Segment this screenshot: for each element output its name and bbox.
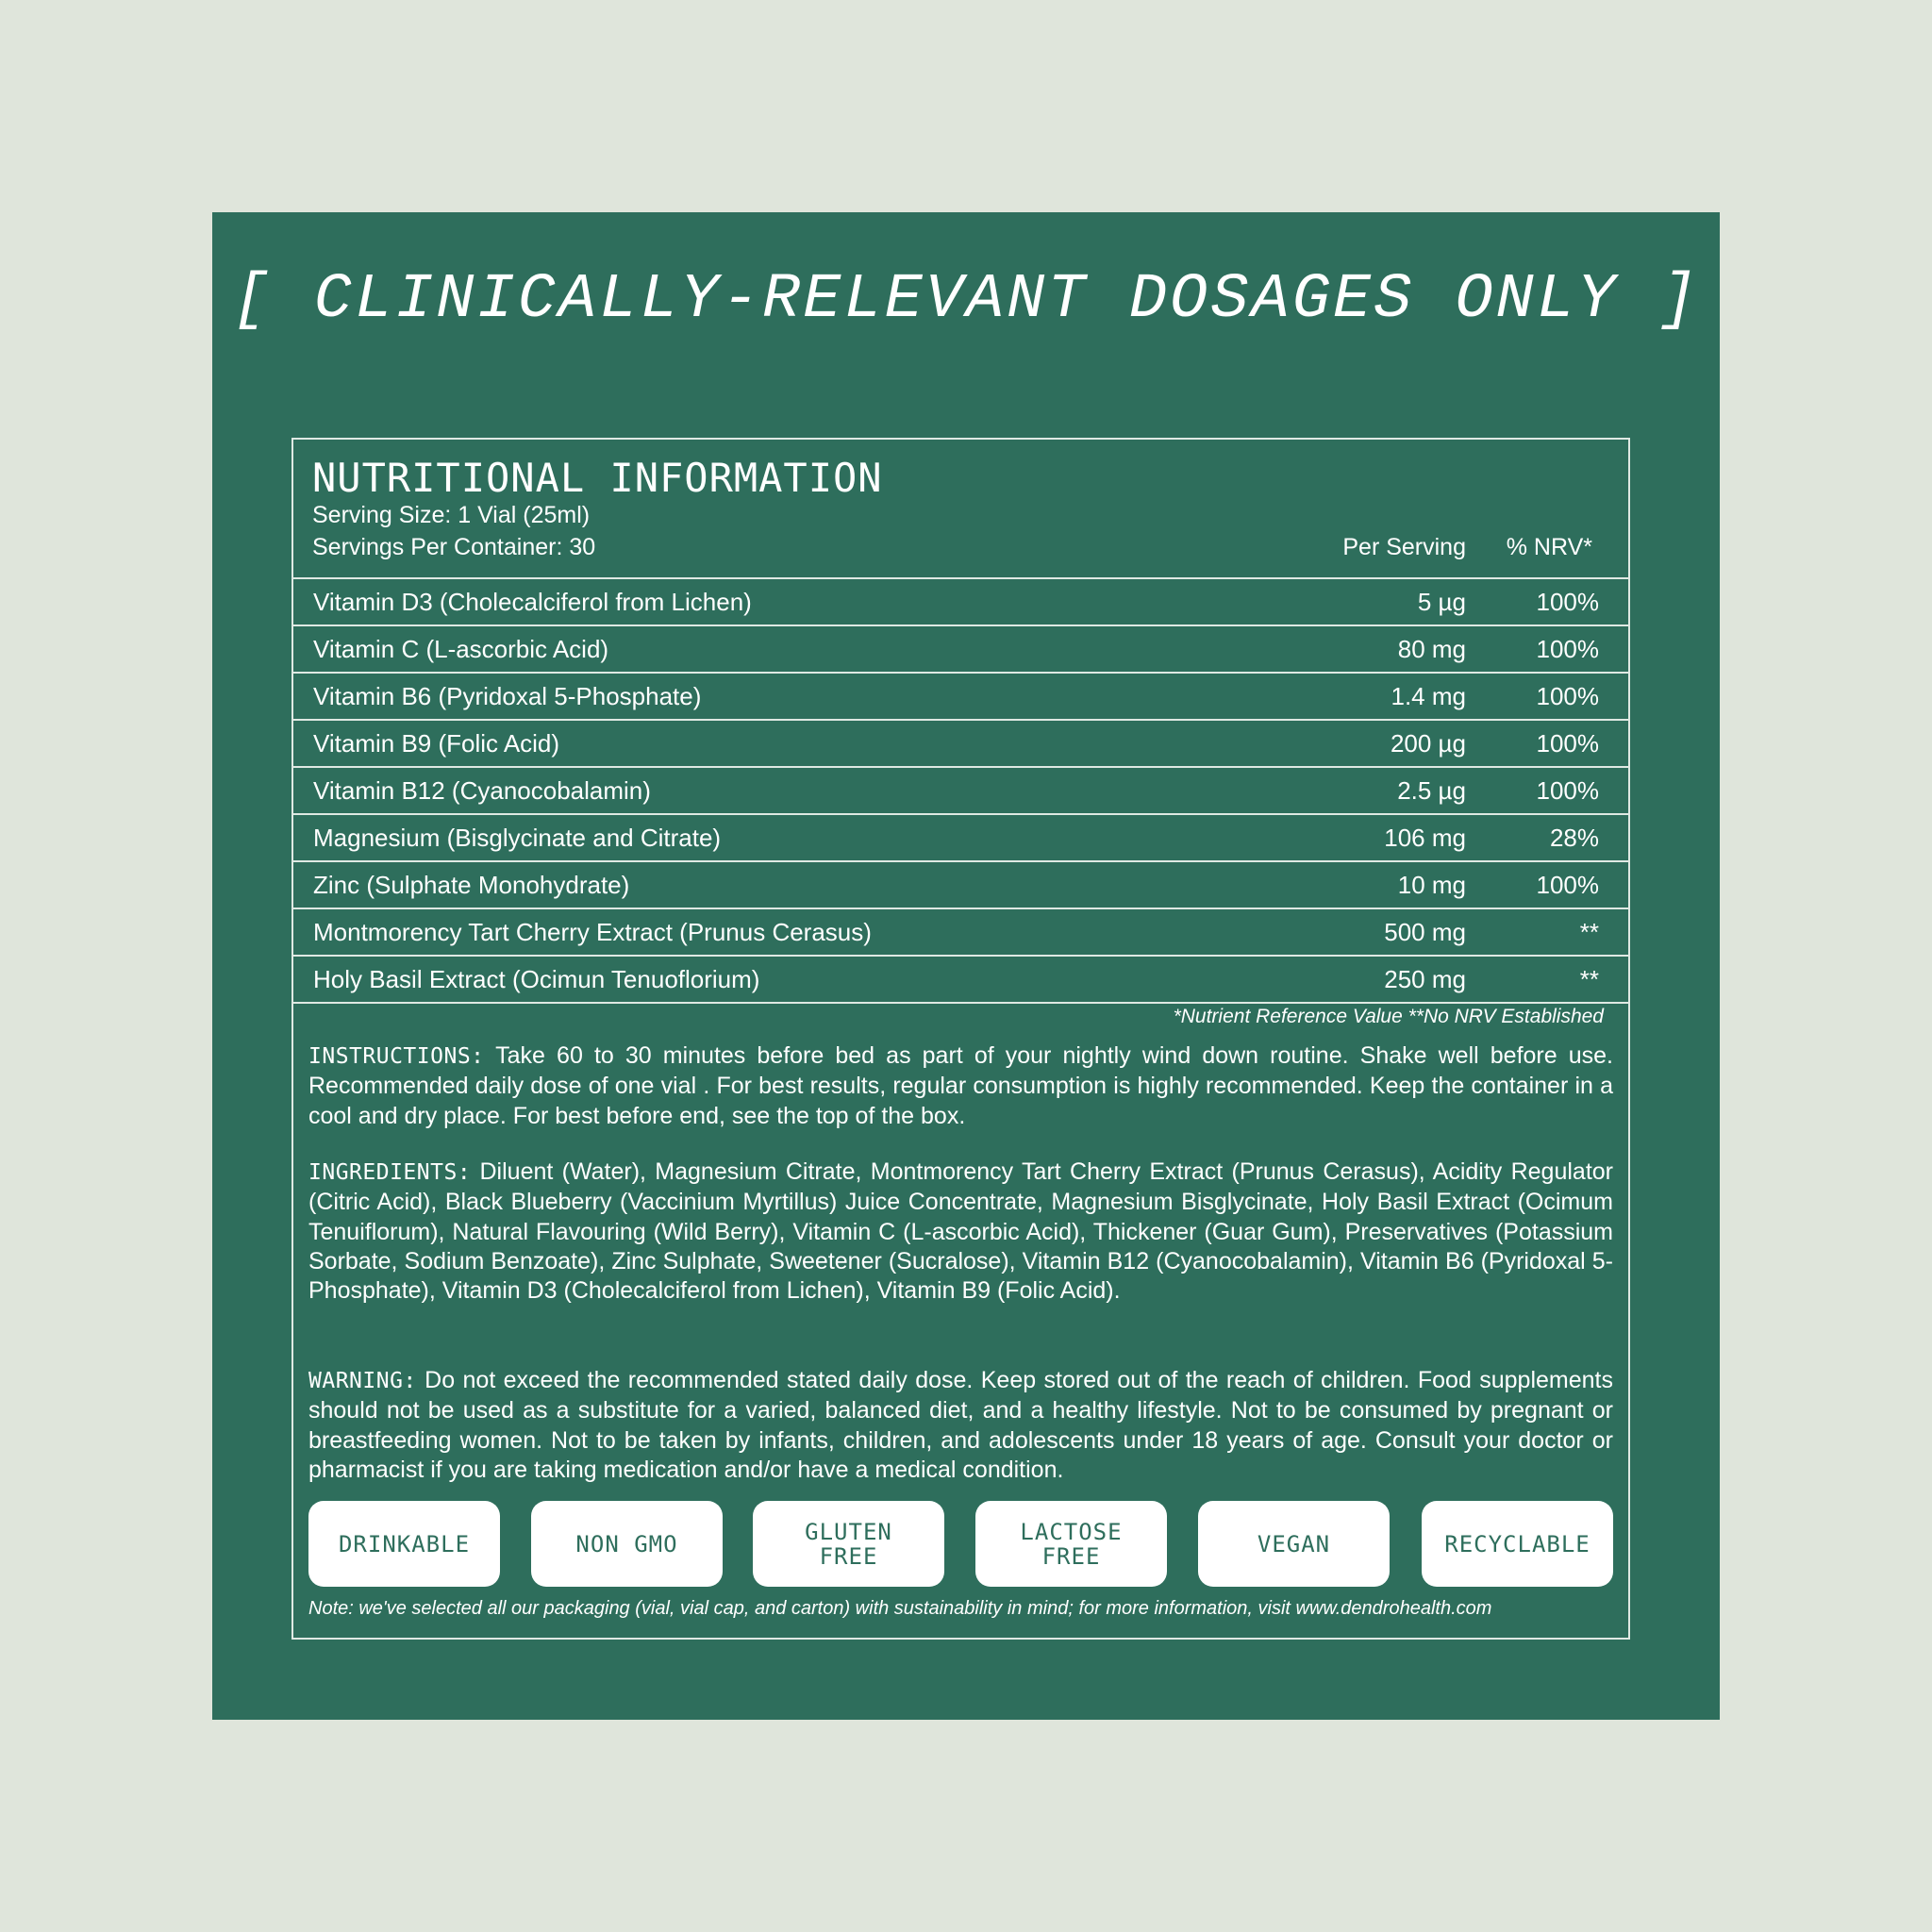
nutrient-nrv: ** bbox=[1579, 918, 1599, 946]
nutrient-amount: 1.4 mg bbox=[1391, 682, 1466, 710]
nutrient-nrv: ** bbox=[1579, 965, 1599, 993]
nutrient-nrv: 100% bbox=[1536, 729, 1599, 758]
nutrient-amount: 106 mg bbox=[1384, 824, 1466, 852]
column-header-per-serving: Per Serving bbox=[1342, 534, 1466, 560]
badge-gluten-free: GLUTEN FREE bbox=[753, 1501, 944, 1587]
nutrient-nrv: 100% bbox=[1536, 682, 1599, 710]
nutrient-nrv: 100% bbox=[1536, 588, 1599, 616]
headline: [ CLINICALLY-RELEVANT DOSAGES ONLY ] bbox=[232, 264, 1700, 336]
badge-lactose-free: LACTOSE FREE bbox=[975, 1501, 1167, 1587]
column-header-nrv: % NRV* bbox=[1506, 534, 1592, 560]
nutrient-nrv: 100% bbox=[1536, 776, 1599, 805]
nutrient-name: Vitamin B9 (Folic Acid) bbox=[313, 729, 560, 758]
ingredients-text: Diluent (Water), Magnesium Citrate, Montmorency Tart Cherry Extract (Prunus Cerasus), Acidity Regulator (Citric Acid), Black Blueberry (Vaccinium Myrtillus) Juice Concentrate, Magnesium Bisglycinate, Holy Basil Extract (Ocimum Tenuiflorum), Natural Flavouring (Wild Berry), Vitamin C (L-ascorbic Acid), Thickener (Guar Gum), Preservatives (Potassium Sorbate, Sodium Benzoate), Zinc Sulphate, Sweetener (Sucralose), Vitamin B12 (Cyanocobalamin), Vitamin B6 (Pyridoxal 5-Phosphate), Vitamin D3 (Cholecalciferol from Lichen), Vitamin B9 (Folic Acid). bbox=[308, 1158, 1614, 1305]
nutrient-amount: 5 µg bbox=[1417, 588, 1466, 616]
badge-non-gmo: NON GMO bbox=[531, 1501, 723, 1587]
nutrient-name: Magnesium (Bisglycinate and Citrate) bbox=[313, 824, 722, 852]
nutrient-nrv: 100% bbox=[1536, 871, 1599, 899]
nutrient-amount: 200 µg bbox=[1390, 729, 1466, 758]
nutrient-name: Vitamin C (L-ascorbic Acid) bbox=[313, 635, 609, 663]
nutrient-nrv: 28% bbox=[1549, 824, 1599, 852]
warning-text: Do not exceed the recommended stated daily dose. Keep stored out of the reach of children. Food supplements should not be used as a substitute for a varied, balanced diet, and a healthy lifestyle. Not to be consumed by pregnant or breastfeeding women. Not to be taken by infants, children, and adolescents under 18 years of age. Consult your doctor or pharmacist if you are taking medication and/or have a medical condition. bbox=[308, 1367, 1613, 1483]
nutrient-amount: 250 mg bbox=[1384, 965, 1466, 993]
nutrient-name: Vitamin D3 (Cholecalciferol from Lichen) bbox=[313, 588, 752, 616]
nutrient-name: Vitamin B6 (Pyridoxal 5-Phosphate) bbox=[313, 682, 702, 710]
nrv-footnote: *Nutrient Reference Value **No NRV Established bbox=[1173, 1006, 1604, 1027]
badge-row bbox=[308, 1501, 1613, 1587]
nutrient-name: Holy Basil Extract (Ocimun Tenuoflorium) bbox=[313, 965, 760, 993]
table-row bbox=[293, 766, 1628, 813]
table-row bbox=[293, 719, 1628, 766]
nutrient-amount: 80 mg bbox=[1397, 635, 1466, 663]
nutrient-table bbox=[293, 577, 1628, 1004]
table-row bbox=[293, 860, 1628, 908]
badge-recyclable: RECYCLABLE bbox=[1422, 1501, 1613, 1587]
table-row bbox=[293, 577, 1628, 625]
serving-size: Serving Size: 1 Vial (25ml) bbox=[312, 502, 591, 528]
nutrient-name: Vitamin B12 (Cyanocobalamin) bbox=[313, 776, 651, 805]
instructions-label: INSTRUCTIONS: bbox=[308, 1044, 485, 1069]
sustainability-note: Note: we've selected all our packaging (vial, vial cap, and carton) with sustainability in mind; for more information, visit www.dendrohealth.com bbox=[308, 1598, 1492, 1619]
badge-vegan: VEGAN bbox=[1198, 1501, 1390, 1587]
nutrient-amount: 500 mg bbox=[1384, 918, 1466, 946]
ingredients-label: INGREDIENTS: bbox=[308, 1160, 472, 1185]
nutrient-amount: 2.5 µg bbox=[1397, 776, 1466, 805]
warning-label: WARNING: bbox=[308, 1369, 417, 1393]
instructions-text: Take 60 to 30 minutes before bed as part of your nightly wind down routine. Shake well before use. Recommended daily dose of one vial . For best results, regular consumption is highly recommended. Keep the container in a cool and dry place. For best before end, see the top of the box. bbox=[308, 1042, 1613, 1129]
nutrition-title: NUTRITIONAL INFORMATION bbox=[312, 455, 883, 501]
table-row bbox=[293, 625, 1628, 672]
nutrient-nrv: 100% bbox=[1536, 635, 1599, 663]
instructions-section bbox=[308, 1041, 1613, 1131]
badge-drinkable: DRINKABLE bbox=[308, 1501, 500, 1587]
table-row bbox=[293, 672, 1628, 719]
table-row bbox=[293, 955, 1628, 1004]
nutrition-label bbox=[291, 438, 1630, 1640]
table-row bbox=[293, 908, 1628, 955]
warning-section bbox=[308, 1366, 1613, 1485]
servings-per-container: Servings Per Container: 30 bbox=[312, 534, 596, 560]
nutrient-name: Montmorency Tart Cherry Extract (Prunus Cerasus) bbox=[313, 918, 872, 946]
table-row bbox=[293, 813, 1628, 860]
nutrient-name: Zinc (Sulphate Monohydrate) bbox=[313, 871, 630, 899]
ingredients-section bbox=[308, 1158, 1613, 1306]
nutrient-amount: 10 mg bbox=[1397, 871, 1466, 899]
